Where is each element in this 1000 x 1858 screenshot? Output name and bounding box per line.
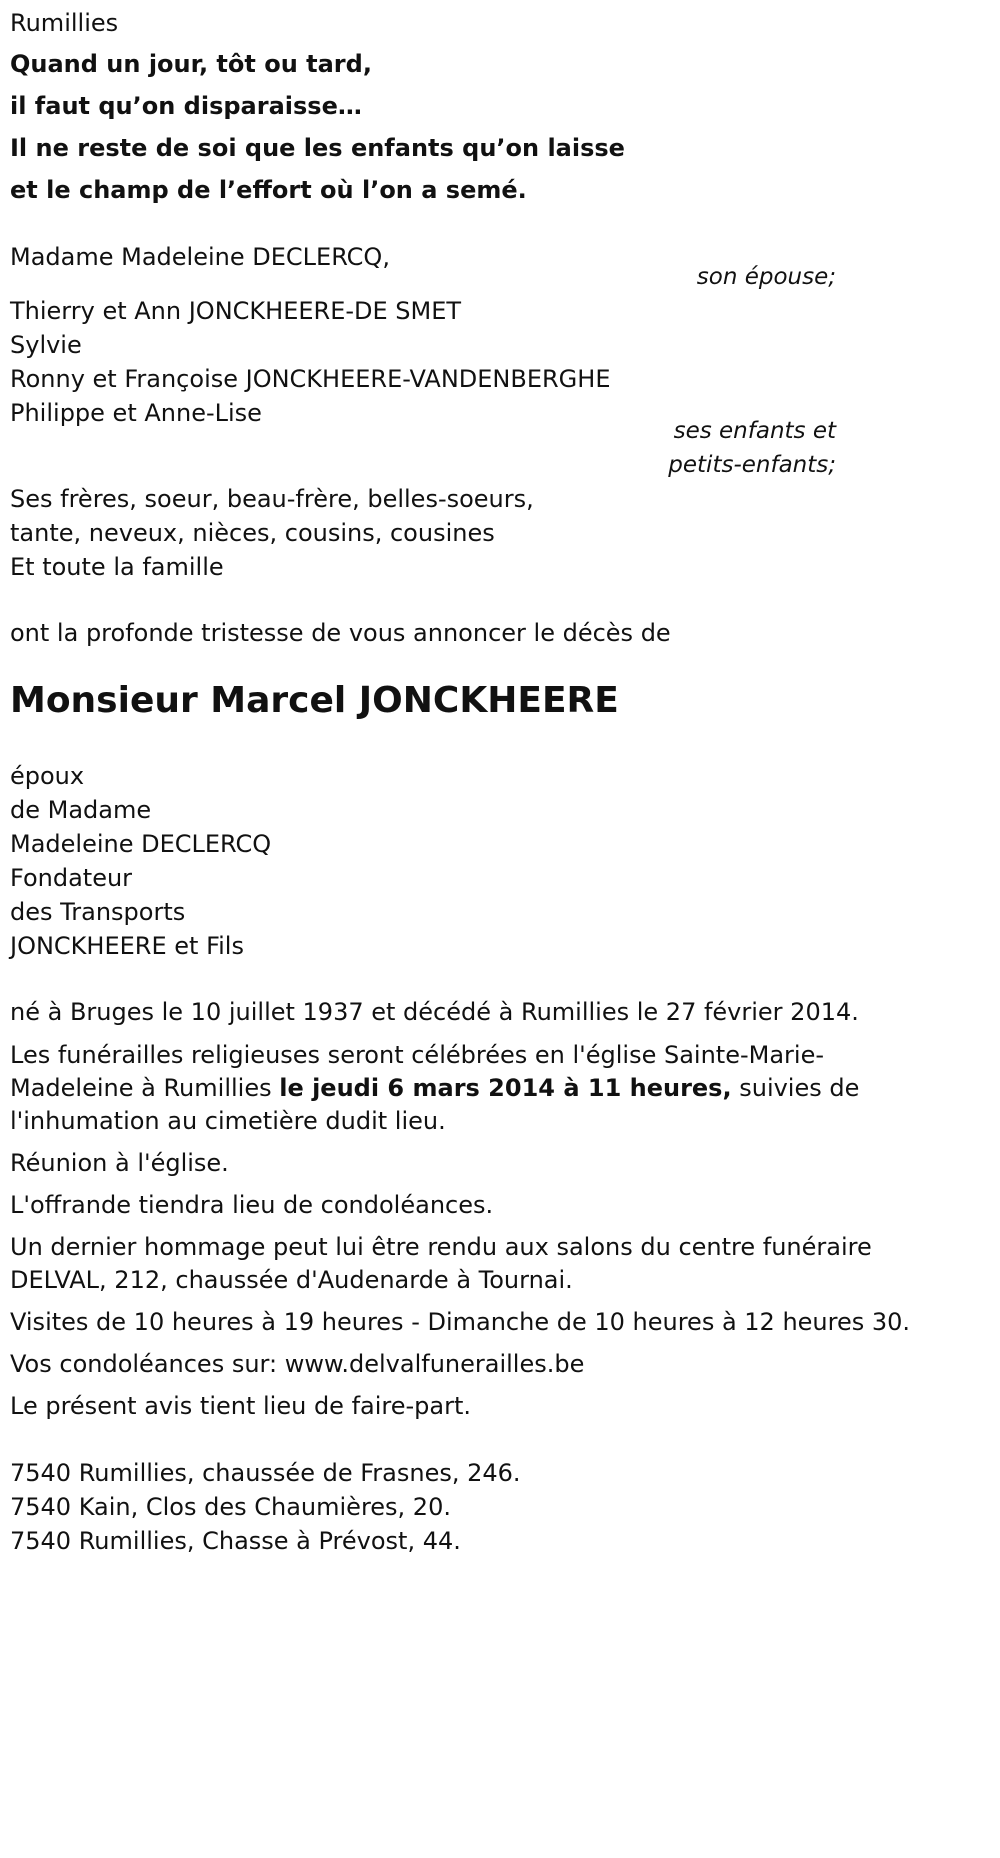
child-name: Sylvie <box>10 331 82 359</box>
address-line: 7540 Rumillies, Chasse à Prévost, 44. <box>10 1527 461 1555</box>
funeral-line: Les funérailles religieuses seront célébrées en l'église Sainte-Marie- <box>10 1041 824 1069</box>
child-name: Philippe et Anne-Lise <box>10 399 262 427</box>
visits: Visites de 10 heures à 19 heures - Dimanche de 10 heures à 12 heures 30. <box>10 1308 911 1336</box>
funeral-line <box>10 1073 859 1103</box>
family-line: Et toute la famille <box>10 553 224 581</box>
poem-line: il faut qu’on disparaisse… <box>10 92 362 120</box>
address-line: 7540 Kain, Clos des Chaumières, 20. <box>10 1493 451 1521</box>
title-line: Fondateur <box>10 864 133 892</box>
poem-line: Il ne reste de soi que les enfants qu’on laisse <box>10 134 625 162</box>
notice: Le présent avis tient lieu de faire-part. <box>10 1392 472 1420</box>
title-line: des Transports <box>10 898 186 926</box>
offering: L'offrande tiendra lieu de condoléances. <box>10 1191 494 1219</box>
title-line: époux <box>10 762 85 790</box>
condolences: Vos condoléances sur: www.delvalfunerailles.be <box>10 1350 585 1378</box>
title-line: Madeleine DECLERCQ <box>10 830 272 858</box>
children-role: ses enfants et <box>673 418 836 444</box>
children-role: petits-enfants; <box>668 452 836 478</box>
deceased-name: Monsieur Marcel JONCKHEERE <box>10 680 619 721</box>
birth-death: né à Bruges le 10 juillet 1937 et décédé à Rumillies le 27 février 2014. <box>10 998 859 1026</box>
tribute-line: DELVAL, 212, chaussée d'Audenarde à Tournai. <box>10 1266 573 1294</box>
reunion: Réunion à l'église. <box>10 1149 229 1177</box>
family-line: tante, neveux, nièces, cousins, cousines <box>10 519 495 547</box>
spouse-role: son épouse; <box>696 264 836 290</box>
funeral-date: le jeudi 6 mars 2014 à 11 heures, <box>279 1074 732 1102</box>
title-line: de Madame <box>10 796 152 824</box>
town-heading: Rumillies <box>10 9 119 37</box>
child-name: Thierry et Ann JONCKHEERE-DE SMET <box>10 297 462 325</box>
funeral-location: Madeleine à Rumillies <box>10 1074 280 1102</box>
address-line: 7540 Rumillies, chaussée de Frasnes, 246. <box>10 1459 521 1487</box>
title-line: JONCKHEERE et Fils <box>10 932 244 960</box>
funeral-line: l'inhumation au cimetière dudit lieu. <box>10 1107 446 1135</box>
tribute-line: Un dernier hommage peut lui être rendu aux salons du centre funéraire <box>10 1233 872 1261</box>
child-name: Ronny et Françoise JONCKHEERE-VANDENBERGHE <box>10 365 611 393</box>
spouse-name: Madame Madeleine DECLERCQ, <box>10 243 390 271</box>
family-line: Ses frères, soeur, beau-frère, belles-soeurs, <box>10 485 534 513</box>
funeral-followup: suivies de <box>731 1074 860 1102</box>
announcement: ont la profonde tristesse de vous annoncer le décès de <box>10 619 671 647</box>
poem-line: Quand un jour, tôt ou tard, <box>10 50 372 78</box>
poem-line: et le champ de l’effort où l’on a semé. <box>10 176 527 204</box>
